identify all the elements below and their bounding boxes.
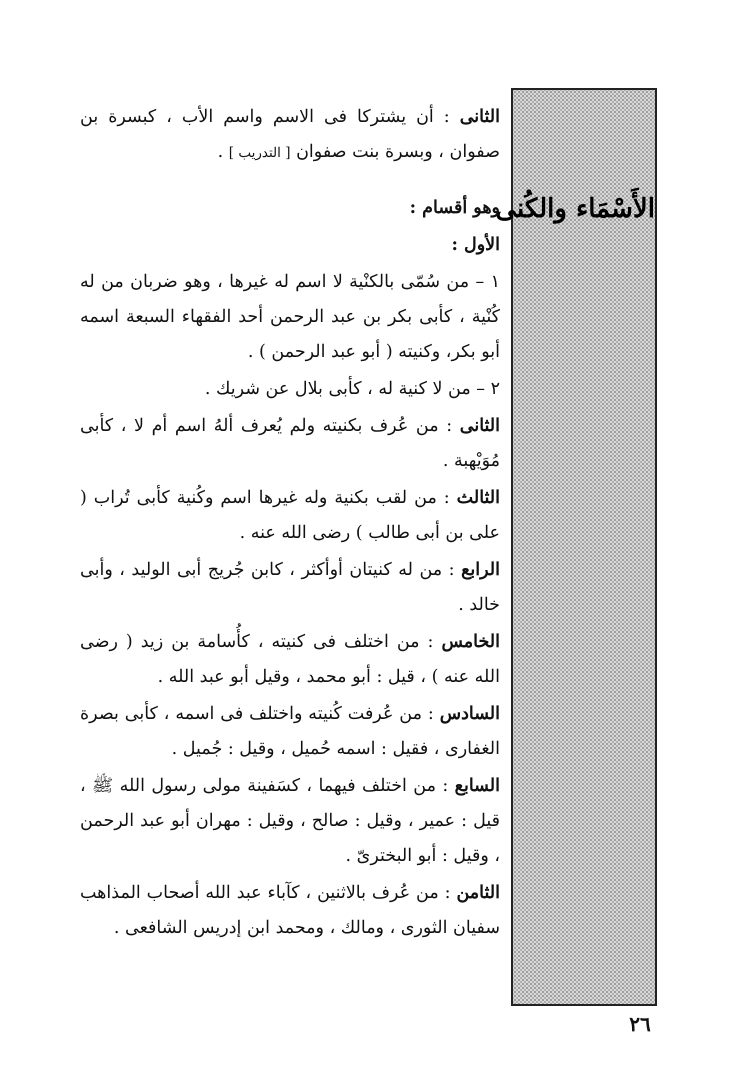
- list-item: السابع : من اختلف فيهما ، كسَفينة مولى رسول الله ﷺ ، قيل : عمير ، وقيل : صالح ، وقيل : مهران أبو عبد الرحمن ، وقيل : أبو البخترىّ .: [80, 776, 500, 866]
- first-label: الأول :: [451, 235, 500, 255]
- item-label: السابع: [454, 776, 500, 796]
- item-label: الخامس: [441, 632, 500, 652]
- intro-text: : أن يشتركا فى الاسم واسم الأب ، كبسرة بن صفوان ، وبسرة بنت صفوان: [80, 107, 500, 162]
- intro-paragraph: [80, 100, 500, 171]
- sidebar-title: الأَسْمَاء والكُنى: [495, 194, 655, 224]
- list-item: ١ – من سُمّى بالكنْية لا اسم له غيرها ، وهو ضربان من له كُنْية ، كأبى بكر بن عبد الرحمن أحد الفقهاء السبعة اسمه أبو بكر، وكنيته ( أبو عبد الرحمن ) .: [80, 272, 500, 362]
- sidebar-panel: [495, 88, 657, 1006]
- list-item: السادس : من عُرفت كُنيته واختلف فى اسمه ، كأبى بصرة الغفارى ، فقيل : اسمه حُميل ، وقيل : جُميل .: [80, 704, 500, 759]
- list-item: الثالث : من لقب بكنية وله غيرها اسم وكُنية كأبى تُراب ( على بن أبى طالب ) رضى الله عنه .: [80, 488, 500, 543]
- intro-label: الثانى: [459, 107, 500, 127]
- intro-end: .: [217, 142, 224, 162]
- list-item: الرابع : من له كنيتان أوأكثر ، كابن جُريج أبى الوليد ، وأبى خالد .: [80, 560, 500, 615]
- item-label: الثانى: [459, 416, 500, 436]
- list-item: ٢ – من لا كنية له ، كأبى بلال عن شريك .: [204, 379, 500, 399]
- main-text: [80, 100, 500, 946]
- item-label: الرابع: [461, 560, 500, 580]
- list-item: الثامن : من عُرف بالاثنين ، كآباء عبد الله أصحاب المذاهب سفيان الثورى ، ومالك ، ومحمد ابن إدريس الشافعى .: [80, 883, 500, 938]
- item-label: الثالث: [456, 488, 500, 508]
- page-number: ٢٦: [629, 1012, 651, 1036]
- intro-reference: [ التدريب ]: [228, 145, 291, 161]
- list-item: الخامس : من اختلف فى كنيته ، كأُسامة بن زيد ( رضى الله عنه ) ، قيل : أبو محمد ، وقيل أبو عبد الله .: [80, 632, 500, 687]
- item-label: السادس: [439, 704, 500, 724]
- section-heading: وهو أقسام :: [409, 198, 500, 218]
- list-item: الثانى : من عُرف بكنيته ولم يُعرف ألهُ اسم أم لا ، كأبى مُوَيْهبة .: [80, 416, 500, 471]
- item-label: الثامن: [456, 883, 500, 903]
